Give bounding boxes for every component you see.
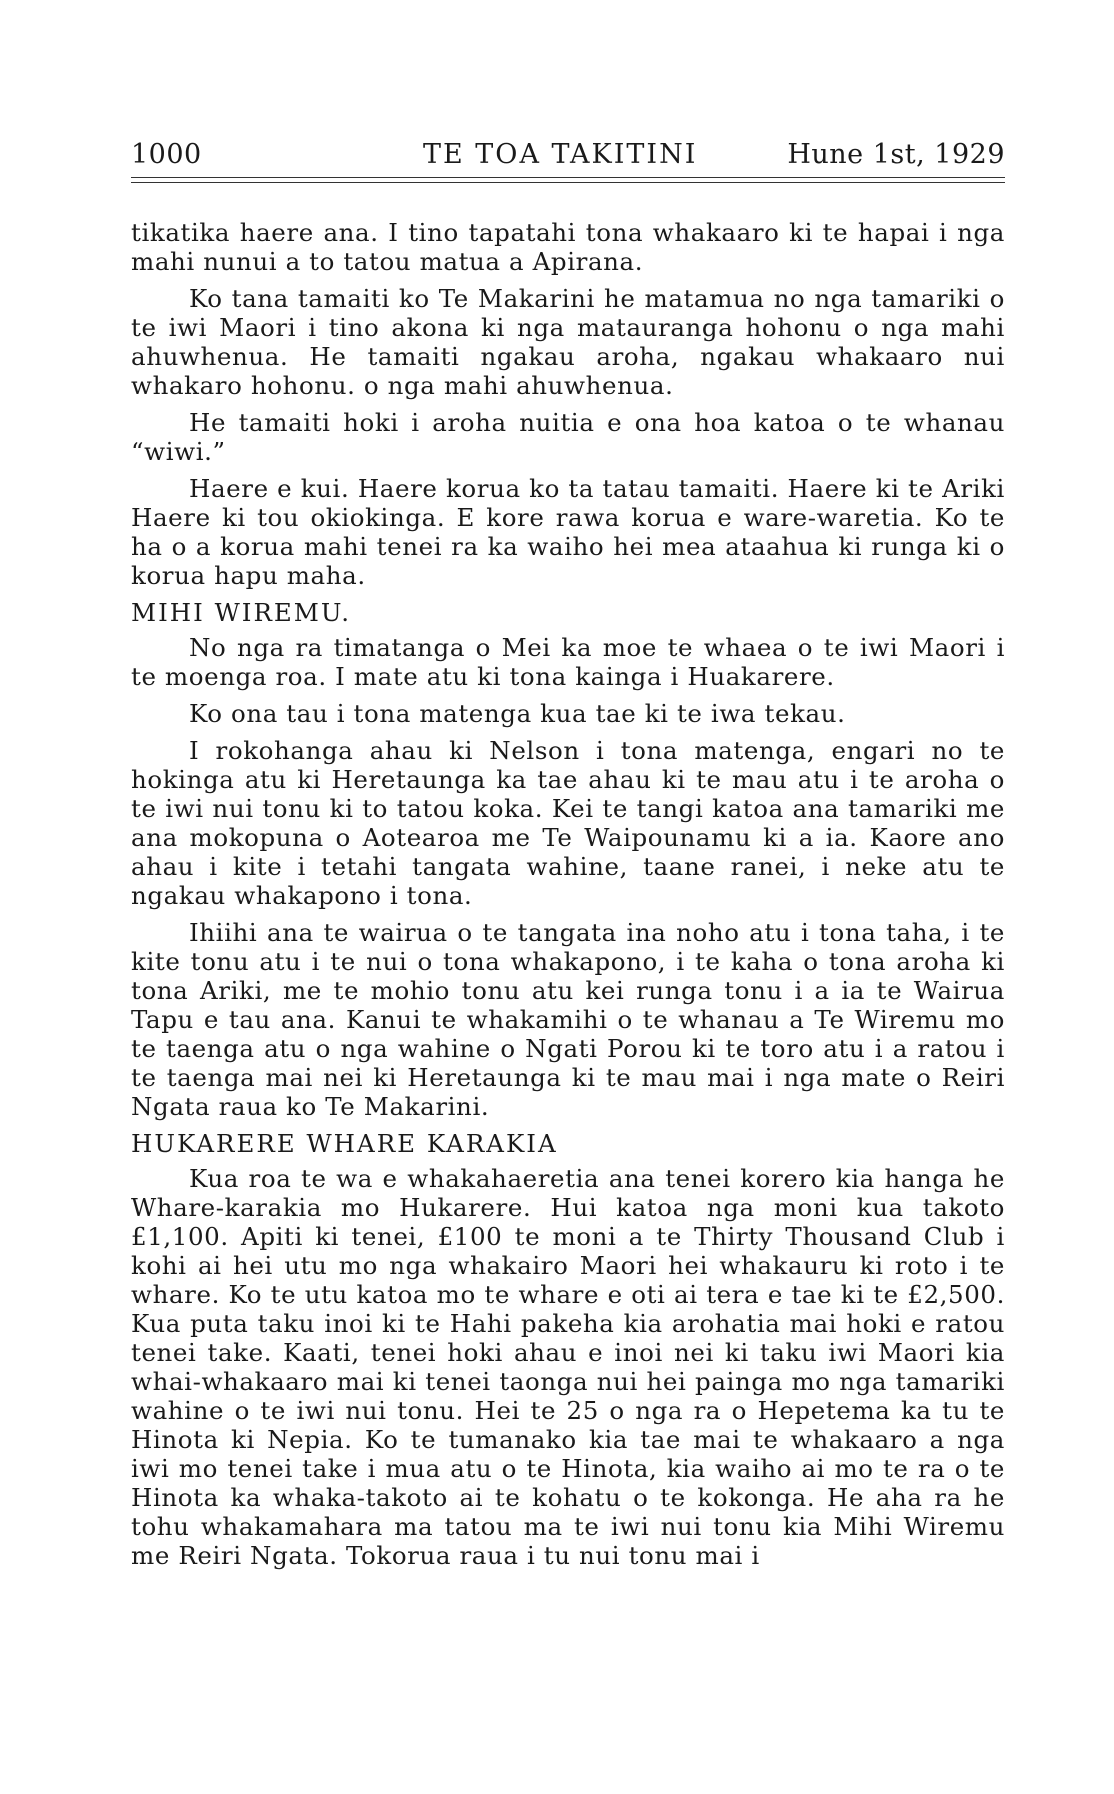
section-heading-hukarere: HUKARERE WHARE KARAKIA [131, 1129, 558, 1158]
issue-date: Hune 1st, 1929 [787, 139, 1005, 170]
paragraph: Haere e kui. Haere korua ko ta tatau tamaiti. Haere ki te Ariki Haere ki tou okiokinga. E kore rawa korua e ware-waretia. Ko te ha o a korua mahi tenei ra ka waiho hei mea ataahua ki runga ki o korua hapu maha. [131, 474, 1005, 590]
section-heading-mihi-wiremu: MIHI WIREMU. [131, 598, 352, 627]
paragraph: tikatika haere ana. I tino tapatahi tona whakaaro ki te hapai i nga mahi nunui a to tatou matua a Apirana. [131, 218, 1005, 276]
header-rule-top [131, 177, 1005, 178]
header-rule-bottom [131, 182, 1005, 183]
paragraph: Ihiihi ana te wairua o te tangata ina noho atu i tona taha, i te kite tonu atu i te nui o tona whakapono, i te kaha o tona aroha ki tona Ariki, me te mohio tonu atu kei runga tonu i a ia te Wairua Tapu e tau ana. Kanui te whakamihi o te whanau a Te Wiremu mo te taenga atu o nga wahine o Ngati Porou ki te toro atu i a ratou i te taenga mai nei ki Heretaunga ki te mau mai i nga mate o Reiri Ngata raua ko Te Makarini. [131, 918, 1005, 1121]
paragraph: Ko tana tamaiti ko Te Makarini he matamua no nga tamariki o te iwi Maori i tino akona ki nga matauranga hohonu o nga mahi ahuwhenua. He tamaiti ngakau aroha, ngakau whakaaro nui whakaro hohonu. o nga mahi ahuwhenua. [131, 284, 1005, 400]
paragraph: Ko ona tau i tona matenga kua tae ki te iwa tekau. [189, 699, 846, 728]
paragraph: Kua roa te wa e whakahaeretia ana tenei korero kia hanga he Whare-karakia mo Hukarere. Hui katoa nga moni kua takoto £1,100. Apiti ki tenei, £100 te moni a te Thirty Thousand Club i kohi ai hei utu mo nga whakairo Maori hei whakauru ki roto i te whare. Ko te utu katoa mo te whare e oti ai tera e tae ki te £2,500. Kua puta taku inoi ki te Hahi pakeha kia arohatia mai hoki e ratou tenei take. Kaati, tenei hoki ahau e inoi nei ki taku iwi Maori kia whai-whakaaro mai ki tenei taonga nui hei painga mo nga tamariki wahine o te iwi nui tonu. Hei te 25 o nga ra o Hepetema ka tu te Hinota ki Nepia. Ko te tumanako kia tae mai te whakaaro a nga iwi mo tenei take i mua atu o te Hinota, kia waiho ai mo te ra o te Hinota ka whaka-takoto ai te kohatu o te kokonga. He aha ra he tohu whakamahara ma tatou ma te iwi nui tonu kia Mihi Wiremu me Reiri Ngata. Tokorua raua i tu nui tonu mai i [131, 1164, 1005, 1570]
running-header [131, 139, 1005, 175]
page-number: 1000 [131, 139, 202, 170]
paragraph: I rokohanga ahau ki Nelson i tona matenga, engari no te hokinga atu ki Heretaunga ka tae ahau ki te mau atu i te aroha o te iwi nui tonu ki to tatou koka. Kei te tangi katoa ana tamariki me ana mokopuna o Aotearoa me Te Waipounamu ki a ia. Kaore ano ahau i kite i tetahi tangata wahine, taane ranei, i neke atu te ngakau whakapono i tona. [131, 736, 1005, 910]
paragraph: No nga ra timatanga o Mei ka moe te whaea o te iwi Maori i te moenga roa. I mate atu ki tona kainga i Huakarere. [131, 633, 1005, 691]
paragraph: He tamaiti hoki i aroha nuitia e ona hoa katoa o te whanau “wiwi.” [131, 408, 1005, 466]
article-body [131, 218, 1005, 1578]
journal-title: TE TOA TAKITINI [423, 139, 698, 170]
